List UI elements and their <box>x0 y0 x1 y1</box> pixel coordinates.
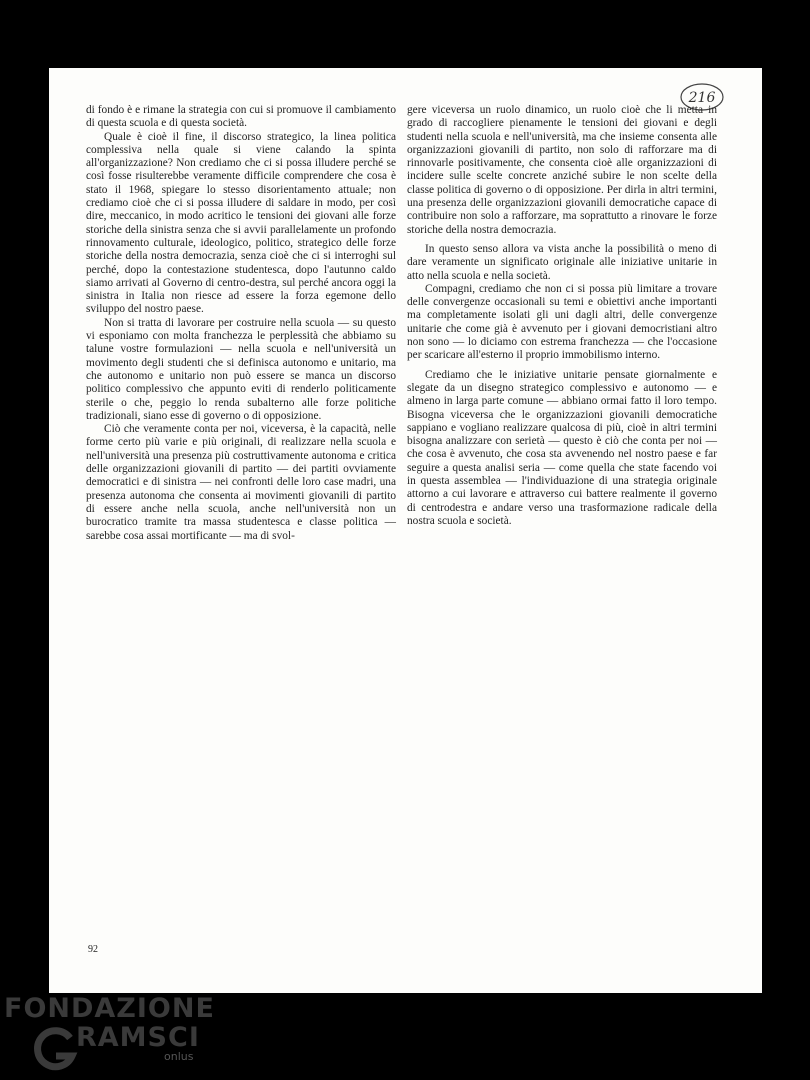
paragraph: Non si tratta di lavorare per costruire nella scuola — su questo vi esponiamo con molta franchezza le perplessità che abbiamo su talune vostre formulazioni — nella scuola e nell'università un movimento degli studenti che si definisca autonomo e unitario, ma che autonomo e unitario non può essere se manca un discorso politico complessivo che appunto eviti di renderlo politicamente sterile o che, peggio lo renda subalterno alle forze politiche tradizionali, siano esse di governo o di opposizione. <box>86 316 396 422</box>
right-column <box>407 104 717 528</box>
paragraph: Crediamo che le iniziative unitarie pensate giornalmente e slegate da un disegno strategico complessivo e autonomo — e almeno in larga parte comune — abbiano ormai fatto il loro tempo. Bisogna viceversa che le organizzazioni giovanili democratiche sappiano e vogliano realizzare qualcosa di più, cioè in altri termini bisogna analizzare con serietà — questo è ciò che conta per noi — che cosa è avvenuto, che cosa sta avvenendo nel nostro paese e far seguire a questa analisi seria — come quella che state facendo voi in questa assemblea — l'individuazione di una strategia originale attorno a cui lavorare e attraverso cui battere realmente il governo di centrodestra e andare verso una trasformazione radicale della nostra scuola e società. <box>407 368 717 527</box>
logo-line1: FONDAZIONE <box>4 993 215 1024</box>
paragraph: di fondo è e rimane la strategia con cui si promuove il cambiamento di questa scuola e di questa società. <box>86 104 396 130</box>
paragraph: Quale è cioè il fine, il discorso strategico, la linea politica complessiva nella quale si viene calando la spinta all'organizzazione? Non crediamo che ci si possa illudere perché se così fosse risulterebbe veramente difficile comprendere che cosa è stato il 1968, spiegare lo stesso disorientamento attuale; non crediamo cioè che ci si possa illudere di saldare in modo, per così dire, meccanico, in modo acritico le tensioni dei giovani alle forze storiche della sinistra senza che si avvii parallelamente un profondo rinnovamento culturale, ideologico, politico, strategico delle forze storiche della nostra democrazia, senza cioè che ci si interroghi sul perché, dopo la contestazione studentesca, dopo l'autunno caldo siamo arrivati al Governo di centro-destra, sul perché ancora oggi la sinistra in Italia non riesce ad essere la forza egemone dello sviluppo del nostro paese. <box>86 130 396 316</box>
paragraph: gere viceversa un ruolo dinamico, un ruolo cioè che li metta in grado di raccogliere pienamente le tensioni dei giovani e degli studenti nella scuola e nell'università, ma che insieme consenta alle organizzazioni giovanili di partito, non solo di rafforzare ma di rinnovarle positivamente, che consenta cioè alle organizzazioni di incidere sulle scelte concrete anziché subire le non scelte della classe politica di governo o di opposizione. Per dirla in altri termini, una presenza delle organizzazioni giovanili democratiche capace di contribuire non solo a rafforzare, ma soprattutto a rinovare le forze storiche della nostra democrazia. <box>407 104 717 236</box>
logo-line2: RAMSCI <box>76 1022 200 1053</box>
logo-g-icon <box>30 1026 78 1074</box>
paragraph: Ciò che veramente conta per noi, viceversa, è la capacità, nelle forme certo più varie e più originali, di realizzare nella scuola e nell'università una presenza più costruttivamente autonoma e critica delle organizzazioni giovanili di partito — dei partiti ovviamente democratici e di sinistra — nei confronti delle loro case madri, una presenza autonoma che consenta ai movimenti giovanili di partito di essere anche nella scuola, anche nell'università non un burocratico tramite tra massa studentesca e classe politica — sarebbe cosa assai mortificante — ma di svol- <box>86 423 396 542</box>
logo-onlus: onlus <box>164 1050 194 1063</box>
left-column <box>86 104 396 543</box>
paragraph: In questo senso allora va vista anche la possibilità o meno di dare veramente un significato originale alle iniziative unitarie in atto nella scuola e nella società. <box>407 242 717 282</box>
paragraph: Compagni, crediamo che non ci si possa più limitare a trovare delle convergenze occasionali su temi e obiettivi anche importanti ma completamente isolati gli uni dagli altri, delle convergenze unitarie che come già è avvenuto per i giovani democristiani altro non sono — lo diciamo con estrema franchezza — che l'occasione per scaricare all'esterno il proprio immobilismo interno. <box>407 282 717 362</box>
archive-number: 216 <box>688 90 716 106</box>
document-page <box>49 68 762 993</box>
fondazione-gramsci-logo <box>0 990 220 1080</box>
page-number: 92 <box>88 944 98 955</box>
